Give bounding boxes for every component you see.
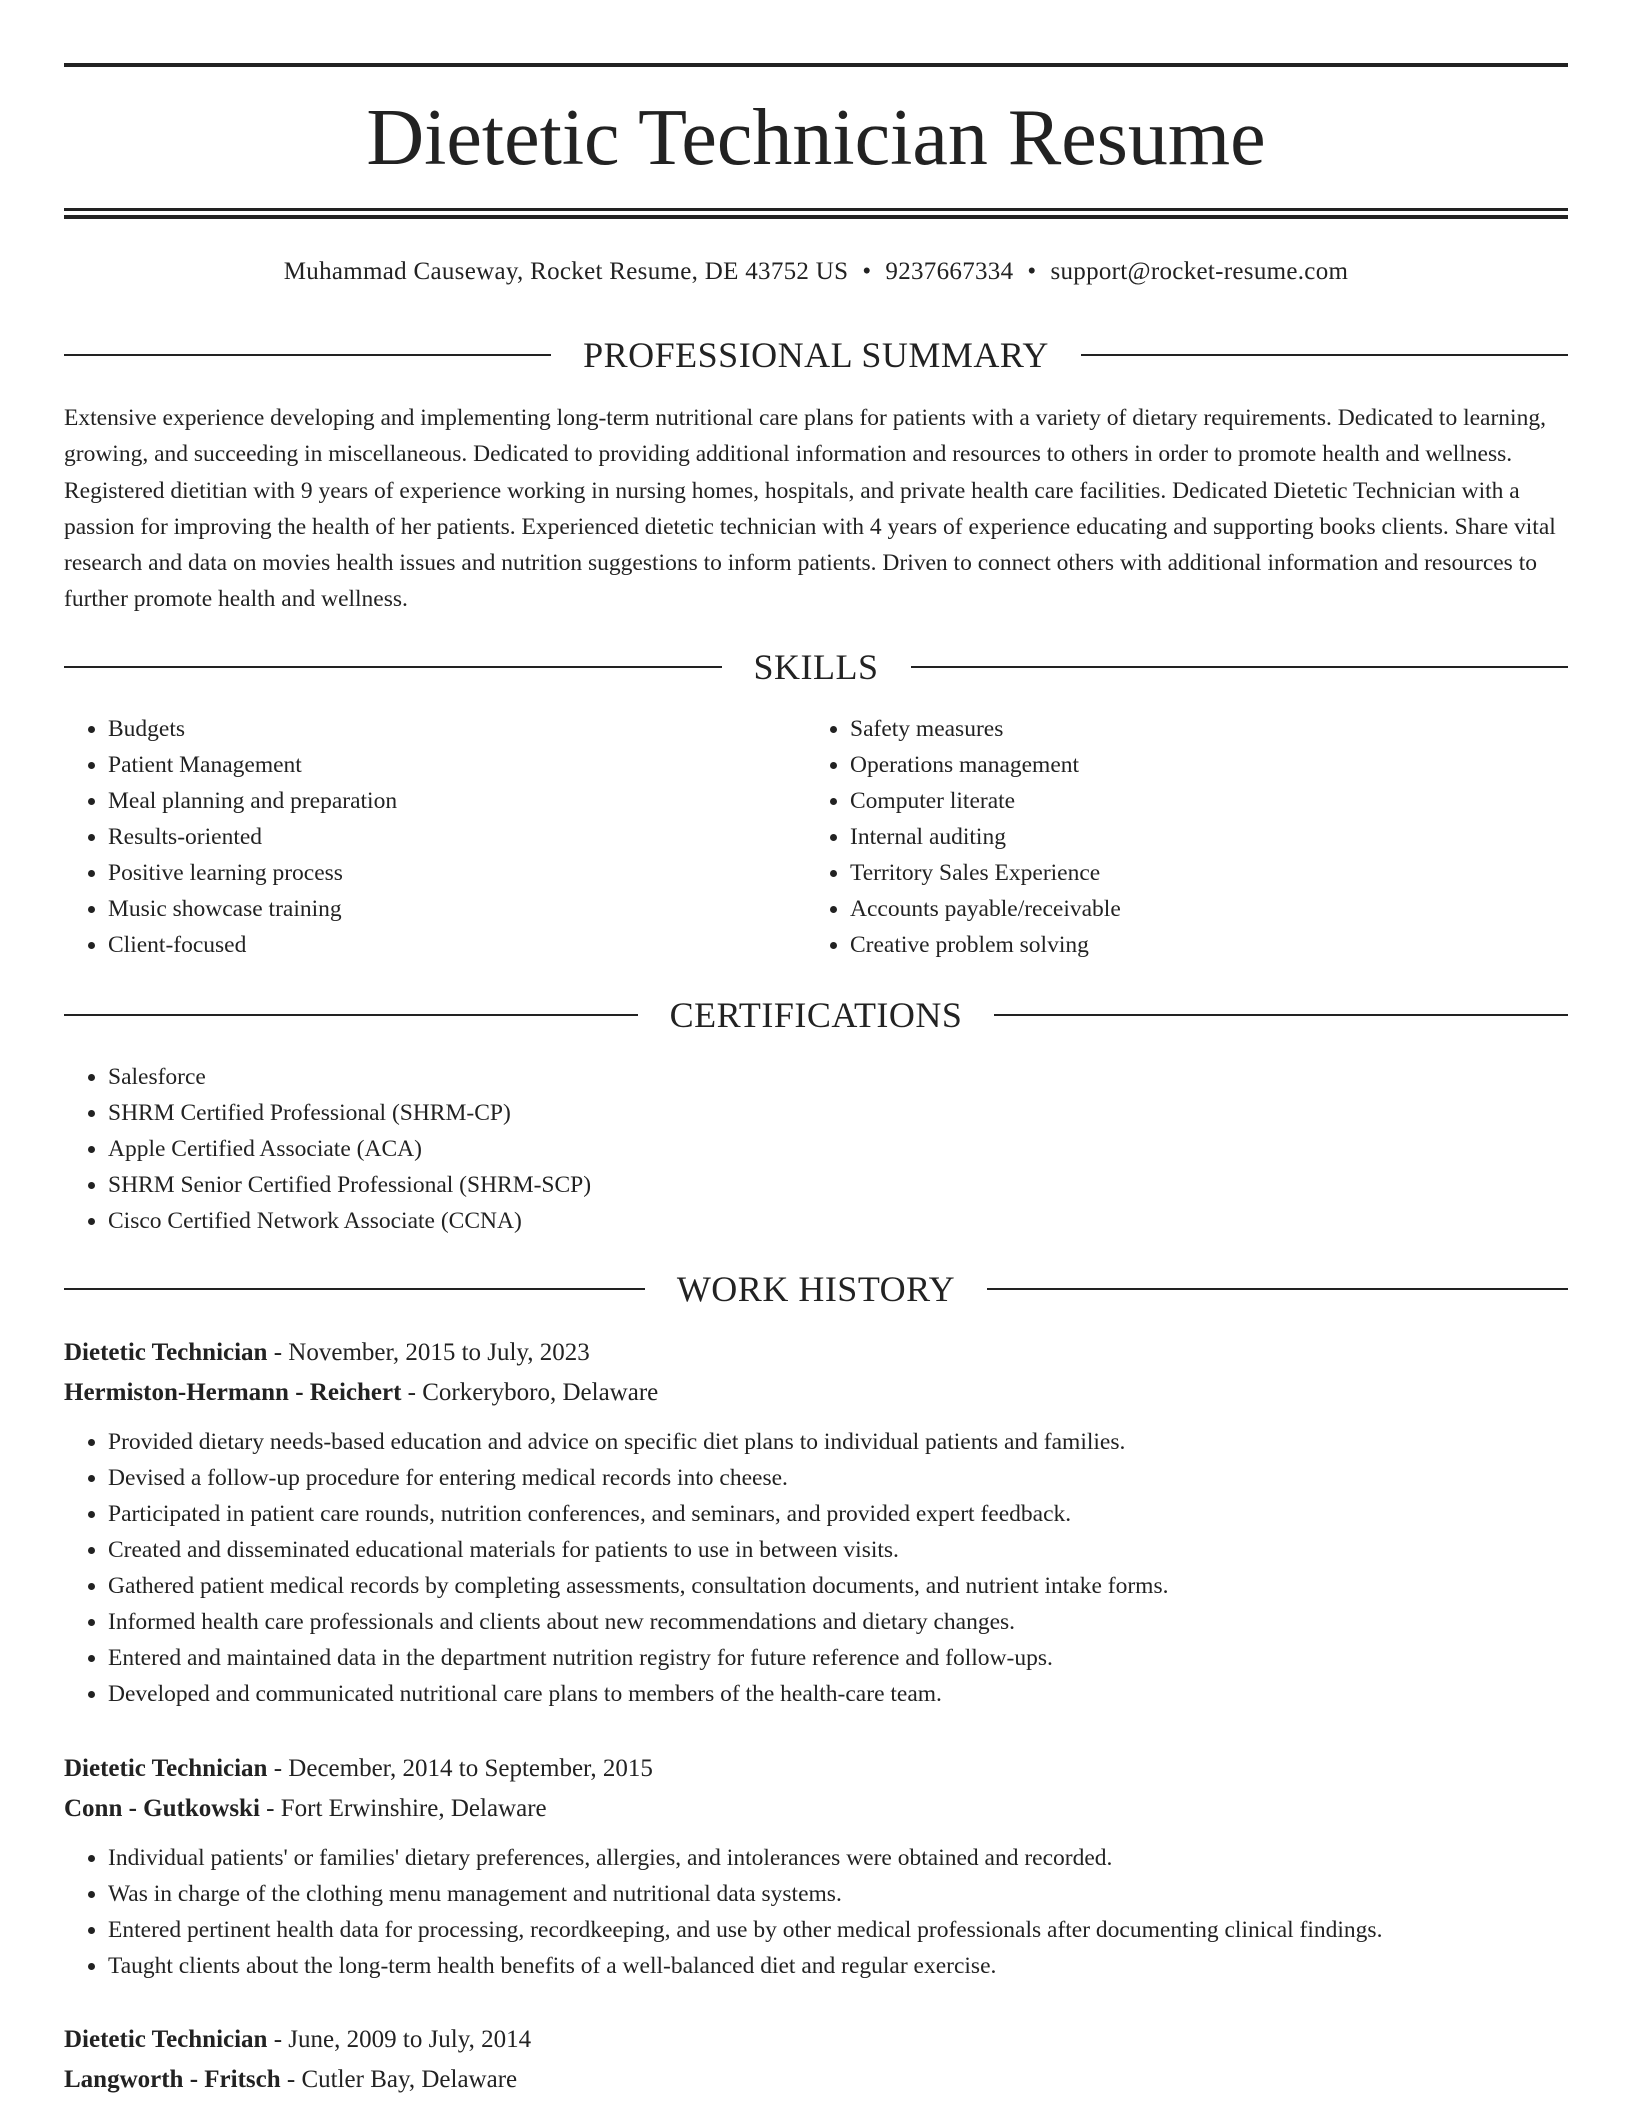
job-location: Corkeryboro, Delaware [422, 1379, 659, 1406]
certifications-block [64, 1059, 1464, 1239]
job-dates: December, 2014 to September, 2015 [288, 1755, 653, 1782]
job-bullet: • Individual patients' or families' dietary preferences, allergies, and intolerances were obtained and recorded. [108, 1840, 1568, 1876]
contact-address: Muhammad Causeway, Rocket Resume, DE 43752 US [283, 258, 849, 285]
section-rule [64, 1288, 645, 1290]
job-dates: June, 2009 to July, 2014 [288, 2026, 532, 2053]
job-entry [64, 2020, 1568, 2100]
contact-separator: • [862, 258, 872, 285]
skills-list-right [806, 711, 1506, 963]
job-bullet: • Created and disseminated educational materials for patients to use in between visits. [108, 1532, 1568, 1568]
job-title-line: Dietetic Technician - June, 2009 to July, 2014 [64, 2026, 532, 2053]
section-header-skills [64, 644, 1568, 690]
skill-item: • Safety measures [850, 711, 1506, 747]
section-title-summary: PROFESSIONAL SUMMARY [583, 335, 1049, 375]
section-header-work-history [64, 1266, 1568, 1312]
section-header-certifications [64, 992, 1568, 1038]
job-company: Langworth - Fritsch [64, 2066, 281, 2093]
skill-item: • Creative problem solving [850, 927, 1506, 963]
job-bullet: • Devised a follow-up procedure for entering medical records into cheese. [108, 1460, 1568, 1496]
job-bullet: • Taught clients about the long-term health benefits of a well-balanced diet and regular exercise. [108, 1948, 1568, 1984]
job-role: Dietetic Technician [64, 1755, 268, 1782]
skill-item: • Operations management [850, 747, 1506, 783]
job-bullets [64, 1840, 1568, 1984]
contact-email: support@rocket-resume.com [1050, 258, 1349, 285]
job-role: Dietetic Technician [64, 2026, 268, 2053]
certification-item: • SHRM Certified Professional (SHRM-CP) [108, 1095, 1464, 1131]
job-bullet: • Informed health care professionals and clients about new recommendations and dietary changes. [108, 1604, 1568, 1640]
job-bullet: • Developed and communicated nutritional care plans to members of the health-care team. [108, 1676, 1568, 1712]
job-entry [64, 1749, 1568, 1984]
section-title-skills: SKILLS [753, 647, 879, 687]
certification-item: • Apple Certified Associate (ACA) [108, 1131, 1464, 1167]
resume-title: Dietetic Technician Resume [366, 94, 1266, 182]
certification-item: • SHRM Senior Certified Professional (SHRM-SCP) [108, 1167, 1464, 1203]
job-company: Conn - Gutkowski [64, 1795, 260, 1822]
skill-item: • Client-focused [108, 927, 744, 963]
job-location: Fort Erwinshire, Delaware [280, 1795, 547, 1822]
skill-item: • Results-oriented [108, 819, 744, 855]
skill-item: • Meal planning and preparation [108, 783, 744, 819]
skill-item: • Positive learning process [108, 855, 744, 891]
job-bullet: • Gathered patient medical records by completing assessments, consultation documents, and nutrient intake forms. [108, 1568, 1568, 1604]
section-rule [64, 666, 722, 668]
skill-item: • Budgets [108, 711, 744, 747]
job-bullet: • Participated in patient care rounds, nutrition conferences, and seminars, and provided expert feedback. [108, 1496, 1568, 1532]
contact-line [64, 254, 1568, 290]
title-double-rule [64, 208, 1568, 219]
section-rule [64, 354, 551, 356]
section-rule [987, 1288, 1568, 1290]
job-title-line: Dietetic Technician - November, 2015 to July, 2023 [64, 1339, 590, 1366]
section-rule [911, 666, 1569, 668]
skill-item: • Internal auditing [850, 819, 1506, 855]
section-rule [64, 1014, 638, 1016]
job-company-line: Conn - Gutkowski - Fort Erwinshire, Delaware [64, 1795, 547, 1822]
skill-item: • Patient Management [108, 747, 744, 783]
job-company-line: Langworth - Fritsch - Cutler Bay, Delaware [64, 2066, 518, 2093]
contact-phone: 9237667334 [885, 258, 1014, 285]
section-title-certifications: CERTIFICATIONS [669, 995, 963, 1035]
skills-column-right [806, 711, 1506, 963]
certification-item: • Salesforce [108, 1059, 1464, 1095]
job-company-line: Hermiston-Hermann - Reichert - Corkeryboro, Delaware [64, 1379, 659, 1406]
certifications-list [64, 1059, 1464, 1239]
job-company: Hermiston-Hermann - Reichert [64, 1379, 402, 1406]
section-header-summary [64, 332, 1568, 378]
skill-item: • Accounts payable/receivable [850, 891, 1506, 927]
job-role: Dietetic Technician [64, 1339, 268, 1366]
contact-separator: • [1027, 258, 1037, 285]
job-bullets [64, 1424, 1568, 1712]
section-rule [1081, 354, 1568, 356]
job-bullet: • Entered and maintained data in the department nutrition registry for future reference and follow-ups. [108, 1640, 1568, 1676]
job-location: Cutler Bay, Delaware [301, 2066, 518, 2093]
job-bullet: • Entered pertinent health data for processing, recordkeeping, and use by other medical professionals after documenting clinical findings. [108, 1912, 1568, 1948]
skill-item: • Music showcase training [108, 891, 744, 927]
job-title-line: Dietetic Technician - December, 2014 to September, 2015 [64, 1755, 653, 1782]
job-bullet: • Provided dietary needs-based education and advice on specific diet plans to individual patients and families. [108, 1424, 1568, 1460]
job-entry [64, 1333, 1568, 1712]
certification-item: • Cisco Certified Network Associate (CCNA) [108, 1203, 1464, 1239]
skill-item: • Territory Sales Experience [850, 855, 1506, 891]
section-rule [994, 1014, 1568, 1016]
skills-column-left [64, 711, 744, 963]
skills-list-left [64, 711, 744, 963]
top-rule [64, 63, 1568, 67]
skill-item: • Computer literate [850, 783, 1506, 819]
job-bullet: • Was in charge of the clothing menu management and nutritional data systems. [108, 1876, 1568, 1912]
section-title-work-history: WORK HISTORY [676, 1269, 956, 1309]
job-dates: November, 2015 to July, 2023 [288, 1339, 590, 1366]
professional-summary-text: Extensive experience developing and implementing long-term nutritional care plans for patients with a variety of dietary requirements. Dedicated to learning, growing, and succeeding in miscellaneous. Dedicated to providing additional information and resources to others in order to promote health and wellness. Registered dietitian with 9 years of experience working in nursing homes, hospitals, and private health care facilities. Dedicated Dietetic Technician with a passion for improving the health of her patients. Experienced dietetic technician with 4 years of experience educating and supporting books clients. Share vital research and data on movies health issues and nutrition suggestions to inform patients. Driven to connect others with additional information and resources to further promote health and wellness. [64, 405, 1556, 613]
